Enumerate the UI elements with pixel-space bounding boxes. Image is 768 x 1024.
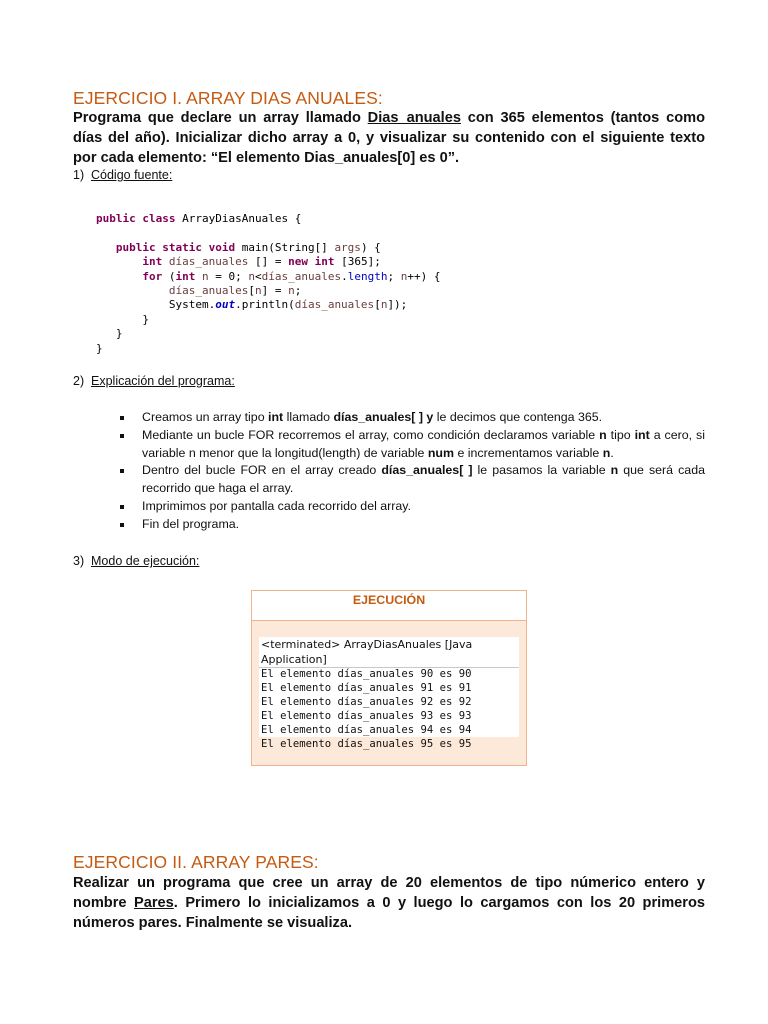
code-brace: }: [142, 312, 149, 326]
exercise-1-title: EJERCICIO I. ARRAY DIAS ANUALES:: [73, 88, 383, 108]
exercise-2-title: EJERCICIO II. ARRAY PARES:: [73, 852, 319, 872]
console-output: [259, 637, 519, 750]
bullet-square-icon: [120, 416, 124, 420]
exercise-2-statement: [73, 873, 705, 933]
code-line-2: public static void main(String[] args) {: [115, 240, 381, 254]
statement-text-cont: con 365 elementos (tantos como días del año). Inicializar dicho array a 0, y visualizar su contenido con el siguiente texto por cada elemento: “El elemento Dias_anuales[0] es 0”.: [73, 110, 705, 166]
execution-box: [251, 590, 527, 766]
console-line: El elemento días_anuales 94 es 94: [261, 723, 472, 736]
section-explanation: [73, 374, 235, 388]
console-lines: [259, 668, 519, 751]
statement-text: Realizar un programa que cree un array de 20 elementos de tipo númerico entero y nombre: [73, 875, 705, 911]
bullet-square-icon: [120, 505, 124, 509]
code-line-1: public class ArrayDiasAnuales {: [96, 212, 302, 225]
code-brace: }: [115, 327, 123, 341]
list-item: Fin del programa.: [118, 516, 705, 534]
section-label: Explicación del programa:: [91, 374, 235, 388]
list-item: Dentro del bucle FOR en el array creado días_anuales[ ] le pasamos la variable n que será cada recorrido que haga el array.: [118, 462, 705, 498]
code-brace: }: [96, 341, 103, 355]
section-label: Modo de ejecución:: [91, 554, 200, 568]
array-name-underlined: Dias_anuales: [367, 110, 461, 126]
statement-text-cont: . Primero lo inicializamos a 0 y luego lo cargamos con los 20 primeros números pares. Finalmente se visualiza.: [73, 895, 706, 931]
exercise-1-statement: [73, 108, 705, 168]
console-title: <terminated> ArrayDiasAnuales [Java Application]: [259, 637, 519, 668]
bullet-square-icon: [120, 523, 124, 527]
statement-text: Programa que declare un array llamado: [73, 110, 368, 126]
bullet-square-icon: [120, 469, 124, 473]
code-line-3: int días_anuales [] = new int [365];: [142, 255, 381, 269]
list-item: Imprimimos por pantalla cada recorrido del array.: [118, 498, 705, 516]
section-execution-mode: [73, 554, 199, 568]
section-number: 1): [73, 168, 85, 182]
section-source-code: [73, 168, 172, 182]
console-line: El elemento días_anuales 90 es 90: [261, 668, 472, 680]
console-line: El elemento días_anuales 95 es 95: [261, 737, 472, 750]
console-line: El elemento días_anuales 92 es 92: [261, 695, 472, 708]
console-line: El elemento días_anuales 93 es 93: [261, 709, 472, 722]
array-name-underlined: Pares: [134, 895, 174, 911]
list-item: Creamos un array tipo int llamado días_anuales[ ] y le decimos que contenga 365.: [118, 409, 705, 427]
code-line-5: días_anuales[n] = n;: [168, 284, 302, 298]
list-item: Mediante un bucle FOR recorremos el array, como condición declaramos variable n tipo int a cero, si variable n menor que la longitud(length) de variable num e incrementamos variable n.: [118, 427, 705, 463]
section-number: 3): [73, 554, 85, 568]
explanation-list: [118, 409, 705, 534]
section-number: 2): [73, 374, 85, 388]
code-line-6: System.out.println(días_anuales[n]);: [168, 298, 408, 312]
console-line: El elemento días_anuales 91 es 91: [261, 681, 472, 694]
bullet-square-icon: [120, 434, 124, 438]
code-line-4: for (int n = 0; n<días_anuales.length; n++) {: [142, 269, 441, 283]
source-code-block: [96, 212, 440, 356]
execution-title: EJECUCIÓN: [252, 591, 526, 621]
section-label: Código fuente:: [91, 168, 173, 182]
